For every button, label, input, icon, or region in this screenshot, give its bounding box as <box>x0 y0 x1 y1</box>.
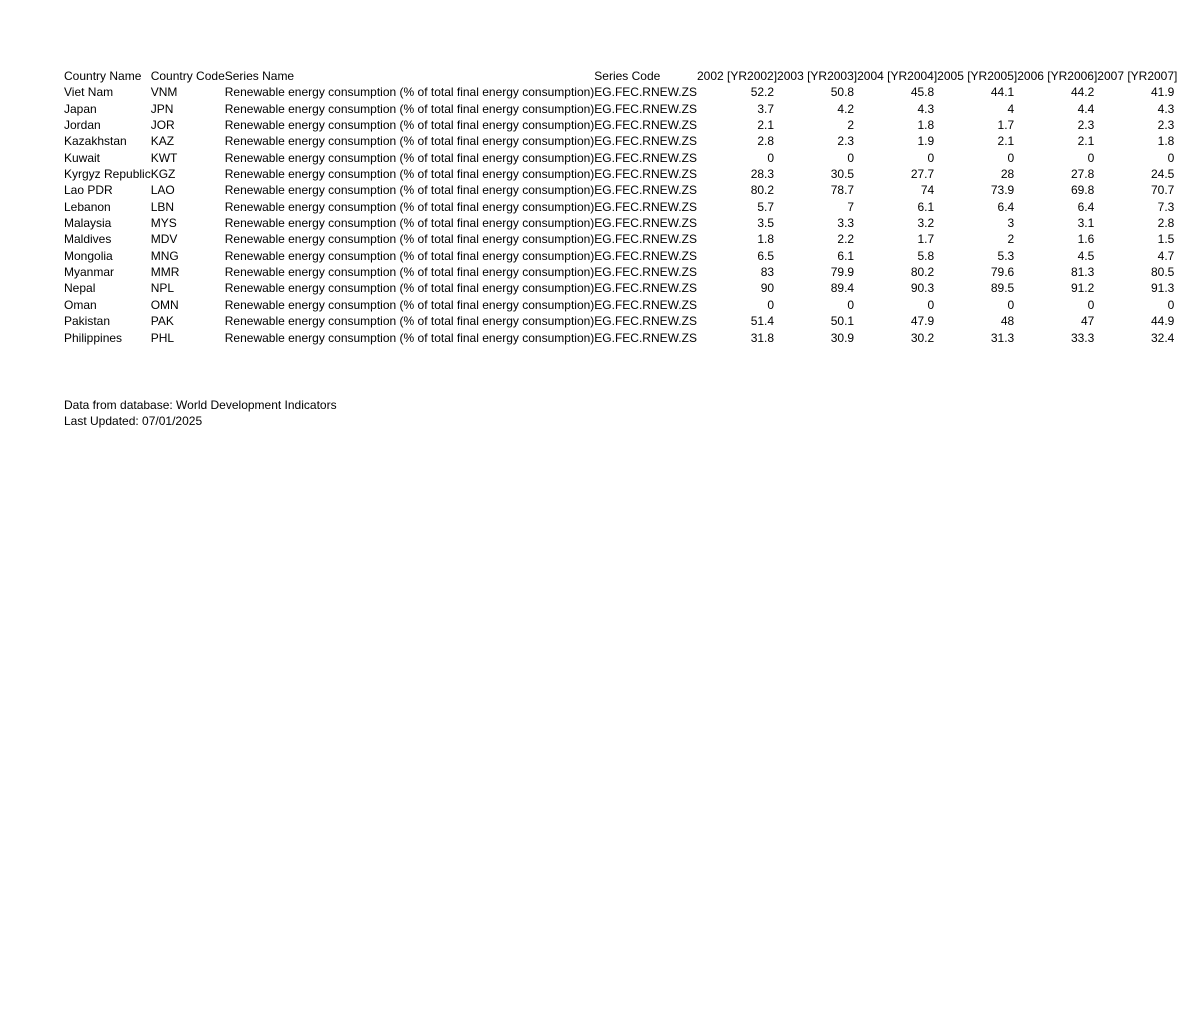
country-code-cell[interactable]: OMN <box>150 297 179 312</box>
country-code-cell[interactable]: LAO <box>150 183 175 198</box>
country-code-cell[interactable]: MNG <box>150 248 179 263</box>
country-code-cell[interactable]: JOR <box>150 118 175 133</box>
value-cell[interactable]: 3.2 <box>917 216 935 231</box>
series-name-cell[interactable]: Renewable energy consumption (% of total final energy consumption) <box>224 330 595 345</box>
series-code-cell[interactable]: EG.FEC.RNEW.ZS <box>594 199 697 214</box>
value-cell[interactable]: 0 <box>927 150 935 165</box>
series-name-cell[interactable]: Renewable energy consumption (% of total final energy consumption) <box>224 118 595 133</box>
country-code-cell[interactable]: LBN <box>150 199 175 214</box>
value-cell[interactable]: 6.4 <box>1077 199 1095 214</box>
value-cell[interactable]: 0 <box>847 150 855 165</box>
country-name-cell[interactable]: Mongolia <box>64 248 113 263</box>
value-cell[interactable]: 45.8 <box>910 85 935 100</box>
value-cell[interactable]: 0 <box>1007 297 1015 312</box>
value-cell[interactable]: 44.2 <box>1070 85 1095 100</box>
value-cell[interactable]: 31.8 <box>750 330 775 345</box>
value-cell[interactable]: 2.3 <box>1157 118 1175 133</box>
value-cell[interactable]: 80.2 <box>910 265 935 280</box>
table-row <box>64 330 1177 346</box>
country-code-cell[interactable]: PHL <box>150 330 175 345</box>
series-name-cell[interactable]: Renewable energy consumption (% of total final energy consumption) <box>224 167 595 182</box>
value-cell[interactable]: 2.1 <box>997 134 1015 149</box>
value-cell[interactable]: 33.3 <box>1070 330 1095 345</box>
value-cell[interactable]: 4.3 <box>917 101 935 116</box>
value-cell[interactable]: 44.1 <box>990 85 1015 100</box>
value-cell[interactable]: 3.5 <box>757 216 775 231</box>
country-code-cell[interactable]: VNM <box>150 85 178 100</box>
value-cell[interactable]: 70.7 <box>1151 183 1175 198</box>
country-name-cell[interactable]: Kyrgyz Republic <box>64 167 151 182</box>
value-cell[interactable]: 2 <box>847 118 855 133</box>
table-row <box>64 150 1177 166</box>
value-cell[interactable]: 0 <box>1167 150 1175 165</box>
table-row <box>64 133 1177 149</box>
table-row <box>64 215 1177 231</box>
value-cell[interactable]: 1.7 <box>917 232 935 247</box>
value-cell[interactable]: 24.5 <box>1151 167 1175 182</box>
series-name-cell[interactable]: Renewable energy consumption (% of total final energy consumption) <box>224 248 595 263</box>
country-name-cell[interactable]: Pakistan <box>64 314 111 329</box>
value-cell[interactable]: 1.9 <box>917 134 935 149</box>
value-cell[interactable]: 7 <box>847 199 855 214</box>
table-row <box>64 264 1177 280</box>
country-code-cell[interactable]: MMR <box>150 265 180 280</box>
series-name-cell[interactable]: Renewable energy consumption (% of total final energy consumption) <box>224 134 595 149</box>
value-cell[interactable]: 5.8 <box>917 248 935 263</box>
series-code-cell[interactable]: EG.FEC.RNEW.ZS <box>594 134 697 149</box>
table-row <box>64 117 1177 133</box>
series-code-cell[interactable]: EG.FEC.RNEW.ZS <box>594 101 697 116</box>
series-name-cell[interactable]: Renewable energy consumption (% of total final energy consumption) <box>224 265 595 280</box>
series-code-cell[interactable]: EG.FEC.RNEW.ZS <box>594 216 697 231</box>
value-cell[interactable]: 3.1 <box>1077 216 1095 231</box>
value-cell[interactable]: 6.1 <box>837 248 855 263</box>
value-cell[interactable]: 4.4 <box>1077 101 1095 116</box>
country-name-cell[interactable]: Kuwait <box>64 150 101 165</box>
country-name-cell[interactable]: Oman <box>64 297 97 312</box>
value-cell[interactable]: 0 <box>1087 150 1095 165</box>
source-note: Data from database: World Development Indicators <box>64 398 337 412</box>
table-row <box>64 313 1177 329</box>
value-cell[interactable]: 79.9 <box>830 265 855 280</box>
value-cell[interactable]: 2.1 <box>757 118 775 133</box>
value-cell[interactable]: 48 <box>1000 314 1015 329</box>
value-cell[interactable]: 1.8 <box>917 118 935 133</box>
table-body <box>64 68 1177 346</box>
value-cell[interactable]: 0 <box>1167 297 1175 312</box>
series-name-cell[interactable]: Renewable energy consumption (% of total final energy consumption) <box>224 85 595 100</box>
value-cell[interactable]: 28 <box>1000 167 1015 182</box>
country-code-cell[interactable]: MYS <box>150 216 177 231</box>
country-name-cell[interactable]: Lebanon <box>64 199 111 214</box>
value-cell[interactable]: 51.4 <box>750 314 775 329</box>
value-cell[interactable]: 80.2 <box>750 183 775 198</box>
value-cell[interactable]: 6.4 <box>997 199 1015 214</box>
value-cell[interactable]: 4.7 <box>1157 248 1175 263</box>
country-code-cell[interactable]: NPL <box>150 281 175 296</box>
value-cell[interactable]: 50.1 <box>830 314 855 329</box>
value-cell[interactable]: 5.7 <box>757 199 775 214</box>
spreadsheet <box>64 68 1177 346</box>
header-cell[interactable]: Country Name <box>64 69 142 83</box>
header-cell[interactable]: Series Code <box>594 69 661 83</box>
value-cell[interactable]: 91.2 <box>1070 281 1095 296</box>
country-code-cell[interactable]: KAZ <box>150 134 175 149</box>
header-cell[interactable]: 2003 [YR2003] <box>777 69 858 83</box>
series-code-cell[interactable]: EG.FEC.RNEW.ZS <box>594 85 697 100</box>
value-cell[interactable]: 44.9 <box>1151 314 1175 329</box>
value-cell[interactable]: 0 <box>767 150 775 165</box>
country-name-cell[interactable]: Japan <box>64 101 97 116</box>
value-cell[interactable]: 32.4 <box>1151 330 1175 345</box>
country-code-cell[interactable]: MDV <box>150 232 178 247</box>
value-cell[interactable]: 2.8 <box>757 134 775 149</box>
series-code-cell[interactable]: EG.FEC.RNEW.ZS <box>594 183 697 198</box>
value-cell[interactable]: 78.7 <box>830 183 855 198</box>
series-name-cell[interactable]: Renewable energy consumption (% of total final energy consumption) <box>224 297 595 312</box>
table-row <box>64 101 1177 117</box>
value-cell[interactable]: 2.8 <box>1157 216 1175 231</box>
value-cell[interactable]: 1.7 <box>997 118 1015 133</box>
value-cell[interactable]: 0 <box>927 297 935 312</box>
series-code-cell[interactable]: EG.FEC.RNEW.ZS <box>594 167 697 182</box>
series-code-cell[interactable]: EG.FEC.RNEW.ZS <box>594 150 697 165</box>
value-cell[interactable]: 0 <box>1087 297 1095 312</box>
series-name-cell[interactable]: Renewable energy consumption (% of total final energy consumption) <box>224 150 595 165</box>
header-cell[interactable]: 2002 [YR2002] <box>696 69 778 83</box>
country-code-cell[interactable]: JPN <box>150 101 174 116</box>
value-cell[interactable]: 81.3 <box>1070 265 1095 280</box>
value-cell[interactable]: 27.7 <box>910 167 935 182</box>
table-row <box>64 248 1177 264</box>
value-cell[interactable]: 69.8 <box>1070 183 1095 198</box>
value-cell[interactable]: 2.2 <box>837 232 855 247</box>
value-cell[interactable]: 73.9 <box>990 183 1015 198</box>
series-code-cell[interactable]: EG.FEC.RNEW.ZS <box>594 232 697 247</box>
value-cell[interactable]: 2.1 <box>1077 134 1095 149</box>
value-cell[interactable]: 1.8 <box>757 232 775 247</box>
series-code-cell[interactable]: EG.FEC.RNEW.ZS <box>594 118 697 133</box>
series-name-cell[interactable]: Renewable energy consumption (% of total final energy consumption) <box>224 314 595 329</box>
country-name-cell[interactable]: Maldives <box>64 232 112 247</box>
value-cell[interactable]: 0 <box>1007 150 1015 165</box>
value-cell[interactable]: 89.5 <box>990 281 1015 296</box>
table-row <box>64 231 1177 247</box>
value-cell[interactable]: 52.2 <box>750 85 775 100</box>
country-name-cell[interactable]: Jordan <box>64 118 101 133</box>
value-cell[interactable]: 1.8 <box>1157 134 1175 149</box>
value-cell[interactable]: 80.5 <box>1151 265 1175 280</box>
country-code-cell[interactable]: KWT <box>150 150 178 165</box>
value-cell[interactable]: 1.6 <box>1077 232 1095 247</box>
header-cell[interactable]: Series Name <box>224 69 295 83</box>
table-row <box>64 297 1177 313</box>
header-cell[interactable]: 2004 [YR2004] <box>857 69 938 83</box>
header-cell[interactable]: 2006 [YR2006] <box>1017 69 1098 83</box>
value-cell[interactable]: 50.8 <box>830 85 855 100</box>
country-name-cell[interactable]: Malaysia <box>64 216 112 231</box>
value-cell[interactable]: 89.4 <box>830 281 855 296</box>
series-code-cell[interactable]: EG.FEC.RNEW.ZS <box>594 265 697 280</box>
series-code-cell[interactable]: EG.FEC.RNEW.ZS <box>594 297 697 312</box>
series-name-cell[interactable]: Renewable energy consumption (% of total final energy consumption) <box>224 183 595 198</box>
header-cell[interactable]: Country Code <box>150 69 225 83</box>
series-name-cell[interactable]: Renewable energy consumption (% of total final energy consumption) <box>224 101 595 116</box>
table-row <box>64 280 1177 296</box>
value-cell[interactable]: 6.5 <box>757 248 775 263</box>
value-cell[interactable]: 30.2 <box>910 330 935 345</box>
value-cell[interactable]: 91.3 <box>1151 281 1175 296</box>
value-cell[interactable]: 2 <box>1007 232 1015 247</box>
value-cell[interactable]: 30.5 <box>830 167 855 182</box>
country-code-cell[interactable]: KGZ <box>150 167 176 182</box>
value-cell[interactable]: 27.8 <box>1070 167 1095 182</box>
value-cell[interactable]: 5.3 <box>997 248 1015 263</box>
table-row <box>64 84 1177 100</box>
value-cell[interactable]: 2.3 <box>1077 118 1095 133</box>
country-name-cell[interactable]: Nepal <box>64 281 96 296</box>
series-code-cell[interactable]: EG.FEC.RNEW.ZS <box>594 248 697 263</box>
country-name-cell[interactable]: Viet Nam <box>64 85 114 100</box>
series-name-cell[interactable]: Renewable energy consumption (% of total final energy consumption) <box>224 281 595 296</box>
value-cell[interactable]: 79.6 <box>990 265 1015 280</box>
series-name-cell[interactable]: Renewable energy consumption (% of total final energy consumption) <box>224 216 595 231</box>
table-row <box>64 166 1177 182</box>
value-cell[interactable]: 30.9 <box>830 330 855 345</box>
header-cell[interactable]: 2005 [YR2005] <box>937 69 1018 83</box>
value-cell[interactable]: 41.9 <box>1151 85 1175 100</box>
country-code-cell[interactable]: PAK <box>150 314 174 329</box>
data-table <box>64 68 1177 346</box>
header-row <box>64 68 1177 84</box>
value-cell[interactable]: 31.3 <box>990 330 1015 345</box>
value-cell[interactable]: 6.1 <box>917 199 935 214</box>
value-cell[interactable]: 4 <box>1007 101 1015 116</box>
value-cell[interactable]: 47.9 <box>910 314 935 329</box>
table-row <box>64 199 1177 215</box>
value-cell[interactable]: 74 <box>920 183 935 198</box>
value-cell[interactable]: 47 <box>1080 314 1095 329</box>
value-cell[interactable]: 3.7 <box>757 101 775 116</box>
country-name-cell[interactable]: Philippines <box>64 330 123 345</box>
value-cell[interactable]: 90 <box>760 281 775 296</box>
country-name-cell[interactable]: Myanmar <box>64 265 115 280</box>
table-row <box>64 182 1177 198</box>
value-cell[interactable]: 2.3 <box>837 134 855 149</box>
value-cell[interactable]: 4.5 <box>1077 248 1095 263</box>
value-cell[interactable]: 1.5 <box>1157 232 1175 247</box>
value-cell[interactable]: 4.2 <box>837 101 855 116</box>
series-code-cell[interactable]: EG.FEC.RNEW.ZS <box>594 281 697 296</box>
value-cell[interactable]: 83 <box>760 265 775 280</box>
value-cell[interactable]: 28.3 <box>750 167 775 182</box>
country-name-cell[interactable]: Kazakhstan <box>64 134 127 149</box>
value-cell[interactable]: 3 <box>1007 216 1015 231</box>
value-cell[interactable]: 90.3 <box>910 281 935 296</box>
series-name-cell[interactable]: Renewable energy consumption (% of total final energy consumption) <box>224 199 595 214</box>
series-code-cell[interactable]: EG.FEC.RNEW.ZS <box>594 330 697 345</box>
last-updated-note: Last Updated: 07/01/2025 <box>64 414 203 428</box>
value-cell[interactable]: 3.3 <box>837 216 855 231</box>
series-code-cell[interactable]: EG.FEC.RNEW.ZS <box>594 314 697 329</box>
value-cell[interactable]: 0 <box>767 297 775 312</box>
value-cell[interactable]: 4.3 <box>1157 101 1175 116</box>
series-name-cell[interactable]: Renewable energy consumption (% of total final energy consumption) <box>224 232 595 247</box>
header-cell[interactable]: 2007 [YR2007] <box>1097 69 1177 83</box>
value-cell[interactable]: 0 <box>847 297 855 312</box>
value-cell[interactable]: 7.3 <box>1157 199 1175 214</box>
country-name-cell[interactable]: Lao PDR <box>64 183 113 198</box>
